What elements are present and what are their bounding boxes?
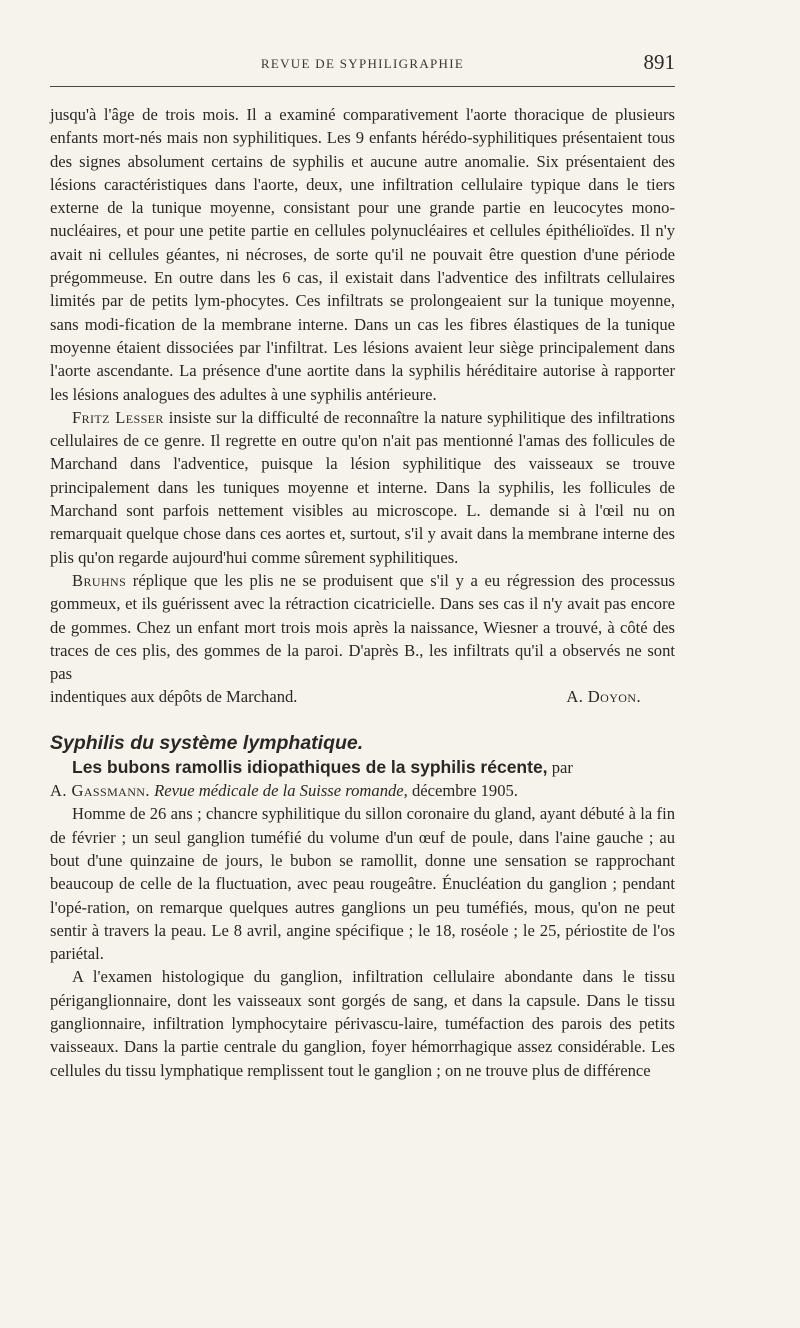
header-rule — [50, 86, 675, 87]
paragraph-histology: A l'examen histologique du ganglion, infiltration cellulaire abondante dans le tissu périganglionnaire, dont les vaisseaux sont gorgés de sang, et dans la capsule. Dans le tissu ganglionnaire, infiltration lymphocytaire périvascu-laire, tuméfaction des parois des petits vaisseaux. Dans la partie centrale du ganglion, foyer hémorrhagique assez considérable. Les cellules du tissu lymphatique remplissent tout le ganglion ; on ne trouve plus de différence — [50, 967, 675, 1080]
author-name: Fritz Lesser — [72, 407, 164, 427]
signature-row — [50, 685, 675, 708]
page-number: 891 — [643, 50, 675, 74]
paragraph-lesser — [50, 406, 675, 569]
paragraph-continuation: jusqu'à l'âge de trois mois. Il a examiné comparativement l'aorte thoracique de plusieurs enfants mort-nés mais non syphilitiques. Les 9 enfants hérédo-syphilitiques présentaient tous des signes absolument certains de syphilis et aucune autre anomalie. Six présentaient des lésions caractéristiques dans l'aorte, deux, une infiltration cellulaire typique dans le tiers externe de la tunique moyenne, consistant pour une grande partie en leucocytes mono-nucléaires, et pour une petite partie en cellules polynucléaires et cellules épithélioïdes. Il n'y avait ni cellules géantes, ni nécroses, de sorte qu'il ne pouvait être question d'une période prégommeuse. En outre dans les 6 cas, il existait dans l'adventice des infiltrats cellulaires limités par de petits lym-phocytes. Ces infiltrats se prolongeaient sur la tunique moyenne, sans modi-fication de la membrane interne. Dans un cas les fibres élastiques de la tunique moyenne étaient dissociées par l'infiltrat. Les lésions avaient leur siège principalement dans l'aorte ascendante. La présence d'une aortite dans la syphilis héréditaire autorise à rapporter les lésions analogues des adultes à une syphilis antérieure. — [50, 105, 675, 404]
paragraph-bruhns — [50, 569, 675, 685]
article-body — [50, 103, 675, 1082]
journal-page — [50, 0, 675, 1328]
article-title — [50, 756, 675, 803]
paragraph-text: insiste sur la difficulté de reconnaître la nature syphilitique des infiltrations cellulaires de ce genre. Il regrette en outre qu'on n'ait pas mentionné l'amas des follicules de Marchand dans l'adventice, puisque la lésion syphilitique des vaisseaux se trouve principalement dans les tuniques moyenne et interne. Dans la syphilis, les follicules de Marchand sont parfois nettement visibles au microscope. L. demande si à l'œil nu on remarquait quelque chose dans ces aortes et, surtout, s'il y avait dans la membrane interne des plis qu'on regarde aujourd'hui comme sûrement syphilitiques. — [50, 407, 675, 567]
running-title: REVUE DE SYPHILIGRAPHIE — [260, 56, 465, 71]
article-author: A. Gassmann. — [50, 781, 150, 801]
journal-date: décembre 1905. — [407, 781, 518, 801]
article-heading: Les bubons ramollis idiopathiques de la syphilis récente, — [72, 756, 548, 777]
running-head — [50, 50, 675, 80]
section-title: Syphilis du système lymphatique. — [50, 731, 364, 754]
paragraph-last-line: indentiques aux dépôts de Marchand. — [50, 687, 298, 707]
paragraph-case: Homme de 26 ans ; chancre syphilitique du sillon coronaire du gland, ayant débuté à la fin de février ; un seul ganglion tuméfié du volume d'un œuf de poule, dans l'aine gauche ; au bout d'une quinzaine de jours, le bubon se ramollit, donne une sensation se rapprochant beaucoup de celle de la fluctuation, avec peau rougeâtre. Énucléation du ganglion ; pendant l'opé-ration, on remarque quelques autres ganglions un peu tuméfiés, mous, qu'on ne peut sentir à travers la peau. Le 8 avril, angine spécifique ; le 18, roséole ; le 25, périostite de l'os pariétal. — [50, 804, 675, 964]
article-by: par — [547, 757, 573, 777]
author-name: Bruhns — [72, 570, 127, 590]
signature: A. Doyon. — [566, 687, 641, 707]
paragraph-text: réplique que les plis ne se produisent que s'il y a eu régression des processus gommeux, et ils guérissent avec la rétraction cicatricielle. Dans ses cas il n'y avait pas encore de gommes. Chez un enfant mort trois mois après la naissance, Wiesner a trouvé, à côté des traces de ces plis, des gommes de la paroi. D'après B., les infiltrats qu'il a observés ne sont pas — [50, 570, 675, 684]
journal-name: Revue médicale de la Suisse romande, — [154, 781, 408, 801]
